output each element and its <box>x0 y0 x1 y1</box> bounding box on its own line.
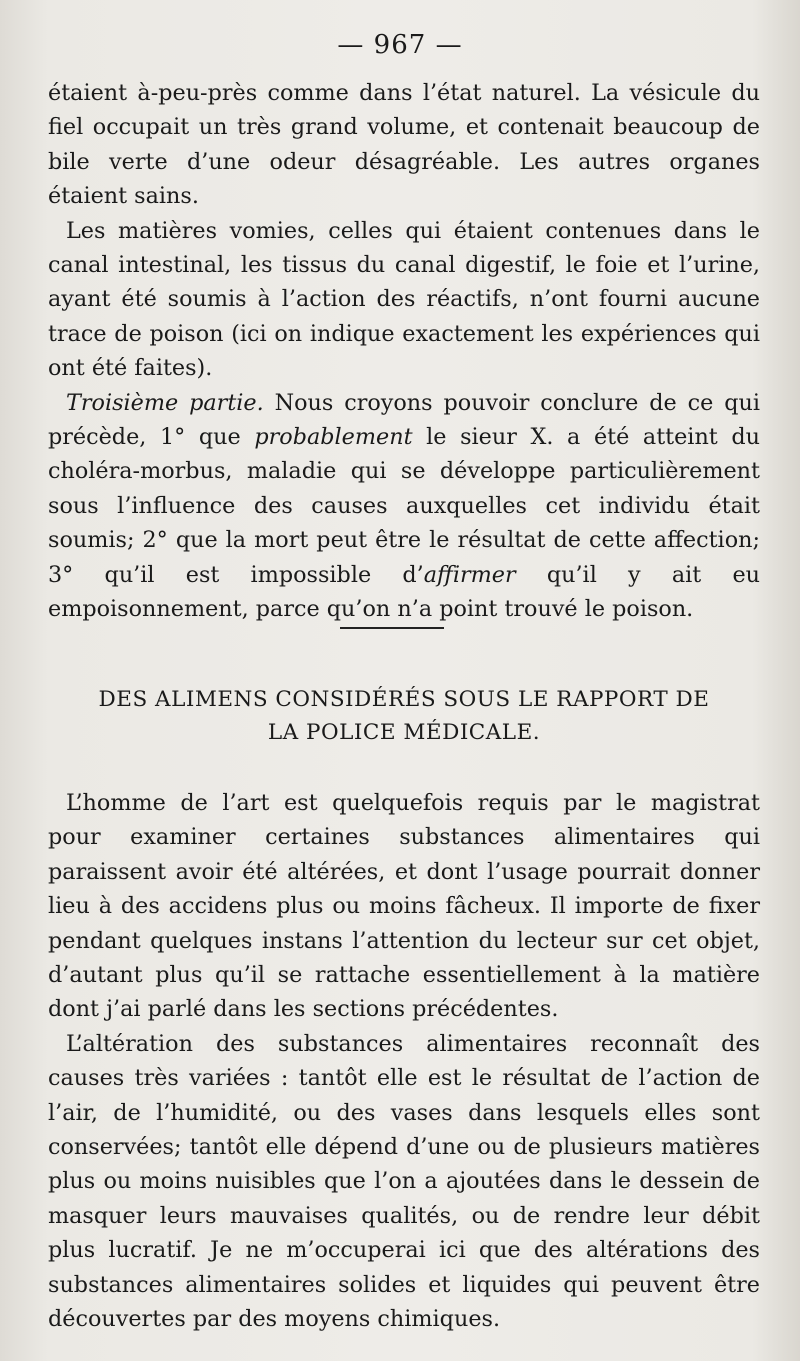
section-heading <box>48 683 760 749</box>
paragraph-intro: L’homme de l’art est quelquefois requis par le magistrat pour examiner certaines substances alimentaires qui paraissent avoir été altérées, et dont l’usage pourrait donner lieu à des accidens plus ou moins fâcheux. Il importe de fixer pendant quelques instans l’attention du lecteur sur cet objet, d’autant plus qu’il se rattache essentiellement à la matière dont j’ai parlé dans les sections précédentes. <box>48 790 760 1023</box>
emphasis-affirmer: affirmer <box>423 561 516 588</box>
conclusion-text-b: le sieur X. a été atteint du choléra-morbus, maladie qui se développe particulièrement sous l’influence des causes auxquelles cet individu était soumis; 2° que la mort peut être le résultat de cette affection; 3° qu’il est impossible d’ <box>48 424 761 588</box>
conclusion-text-c: qu’il y ait eu empoisonnement, parce qu’on n’a point trouvé le poison. <box>48 561 761 623</box>
heading-line-1: DES ALIMENS CONSIDÉRÉS SOUS LE RAPPORT DE <box>98 687 710 712</box>
paragraph-autopsy-end: étaient à-peu-près comme dans l’état naturel. La vésicule du fiel occupait un très grand volume, et contenait beaucoup de bile verte d’une odeur désagréable. Les autres organes étaient sains. <box>48 80 760 210</box>
paragraph-alteration-causes: L’altération des substances alimentaires reconnaît des causes très variées : tantôt elle est le résultat de l’action de l’air, de l’humidité, ou des vases dans lesquels elles sont conservées; tantôt elle dépend d’une ou de plusieurs matières plus ou moins nuisibles que l’on a ajoutées dans le dessein de masquer leurs mauvaises qualités, ou de rendre leur débit plus lucratif. Je ne m’occuperai ici que des altérations des substances alimentaires solides et liquides qui peuvent être découvertes par des moyens chimiques. <box>48 1030 760 1333</box>
paragraph-analysis: Les matières vomies, celles qui étaient contenues dans le canal intestinal, les tissus du canal digestif, le foie et l’urine, ayant été soumis à l’action des réactifs, n’ont fourni aucune trace de poison (ici on indique exactement les expériences qui ont été faites). <box>48 217 760 382</box>
conclusion-text-a: Nous croyons pouvoir conclure de ce qui précède, 1° que <box>48 389 760 451</box>
section-divider <box>340 627 444 629</box>
emphasis-probablement: probablement <box>254 424 413 451</box>
section-text-block <box>48 786 760 1337</box>
page-number: — 967 — <box>337 30 463 60</box>
paragraph-conclusion <box>48 386 760 627</box>
heading-line-2: LA POLICE MÉDICALE. <box>267 720 541 745</box>
continued-text-block <box>48 76 760 627</box>
section-lead-third-part: Troisième partie. <box>66 389 264 416</box>
